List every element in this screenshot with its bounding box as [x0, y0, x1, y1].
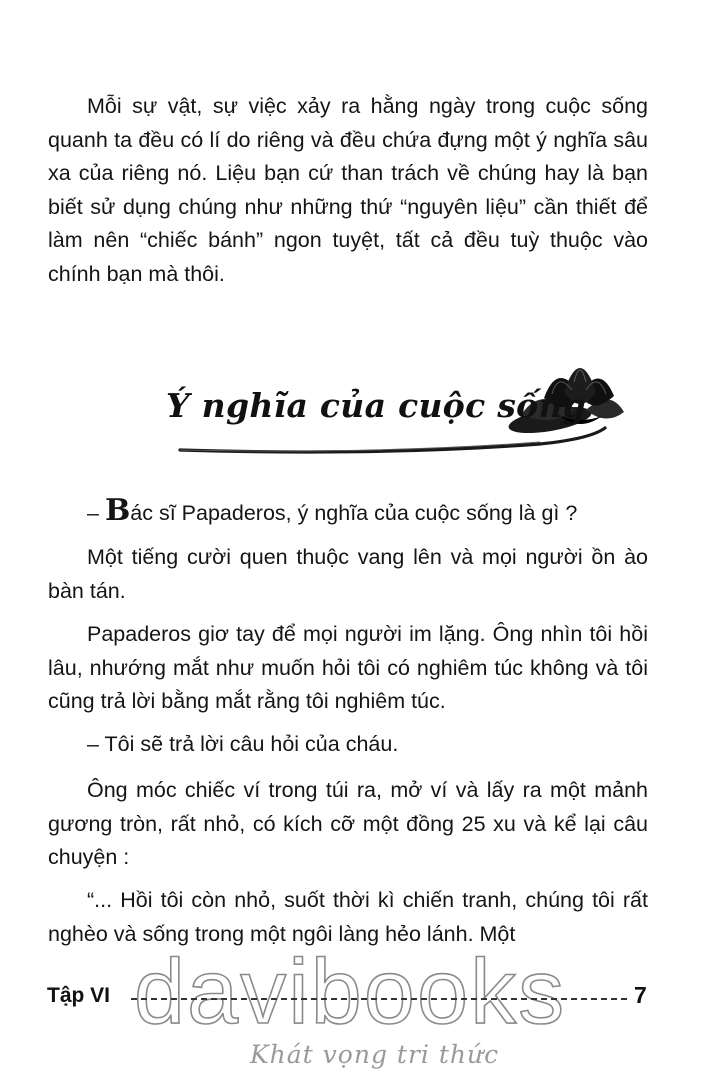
watermark-brand: davibooks — [133, 941, 567, 1043]
intro-paragraph: Mỗi sự vật, sự việc xảy ra hằng ngày trong cuộc sống quanh ta đều có lí do riêng và đều chứa đựng một ý nghĩa sâu xa của riêng nó. Liệu bạn cứ than trách về chúng hay là bạn biết sử dụng chúng như những thứ “nguyên liệu” cần thiết để làm nên “chiếc bánh” ngon tuyệt, tất cả đều tuỳ thuộc vào chính bạn mà thôi. — [48, 94, 648, 286]
drop-cap: B — [104, 493, 131, 528]
paragraph-papaderos: Papaderos giơ tay để mọi người im lặng. Ông nhìn tôi hồi lâu, nhướng mắt như muốn hỏi tôi có nghiêm túc không và tôi cũng trả lời bằng mắt rằng tôi nghiêm túc. — [48, 622, 648, 714]
question-dash: – — [87, 501, 105, 525]
paragraph-mirror: Ông móc chiếc ví trong túi ra, mở ví và lấy ra một mảnh gương tròn, rất nhỏ, có kích cỡ một đồng 25 xu và kể lại câu chuyện : — [48, 778, 648, 870]
watermark-slogan: Khát vọng tri thức — [250, 1040, 500, 1069]
section-title: Ý nghĩa của cuộc sống — [166, 386, 587, 425]
footer-divider — [131, 998, 627, 1000]
paragraph-story: “... Hồi tôi còn nhỏ, suốt thời kì chiến tranh, chúng tôi rất nghèo và sống trong một ngôi làng hẻo lánh. Một — [48, 888, 648, 946]
question-line — [87, 494, 647, 531]
paragraph-laughter: Một tiếng cười quen thuộc vang lên và mọi người ồn ào bàn tán. — [48, 545, 648, 603]
footer-volume-label: Tập VI — [47, 984, 111, 1007]
page-number: 7 — [634, 982, 647, 1008]
question-text: ác sĩ Papaderos, ý nghĩa của cuộc sống là gì ? — [130, 501, 578, 525]
paragraph-answer: – Tôi sẽ trả lời câu hỏi của cháu. — [87, 732, 399, 756]
